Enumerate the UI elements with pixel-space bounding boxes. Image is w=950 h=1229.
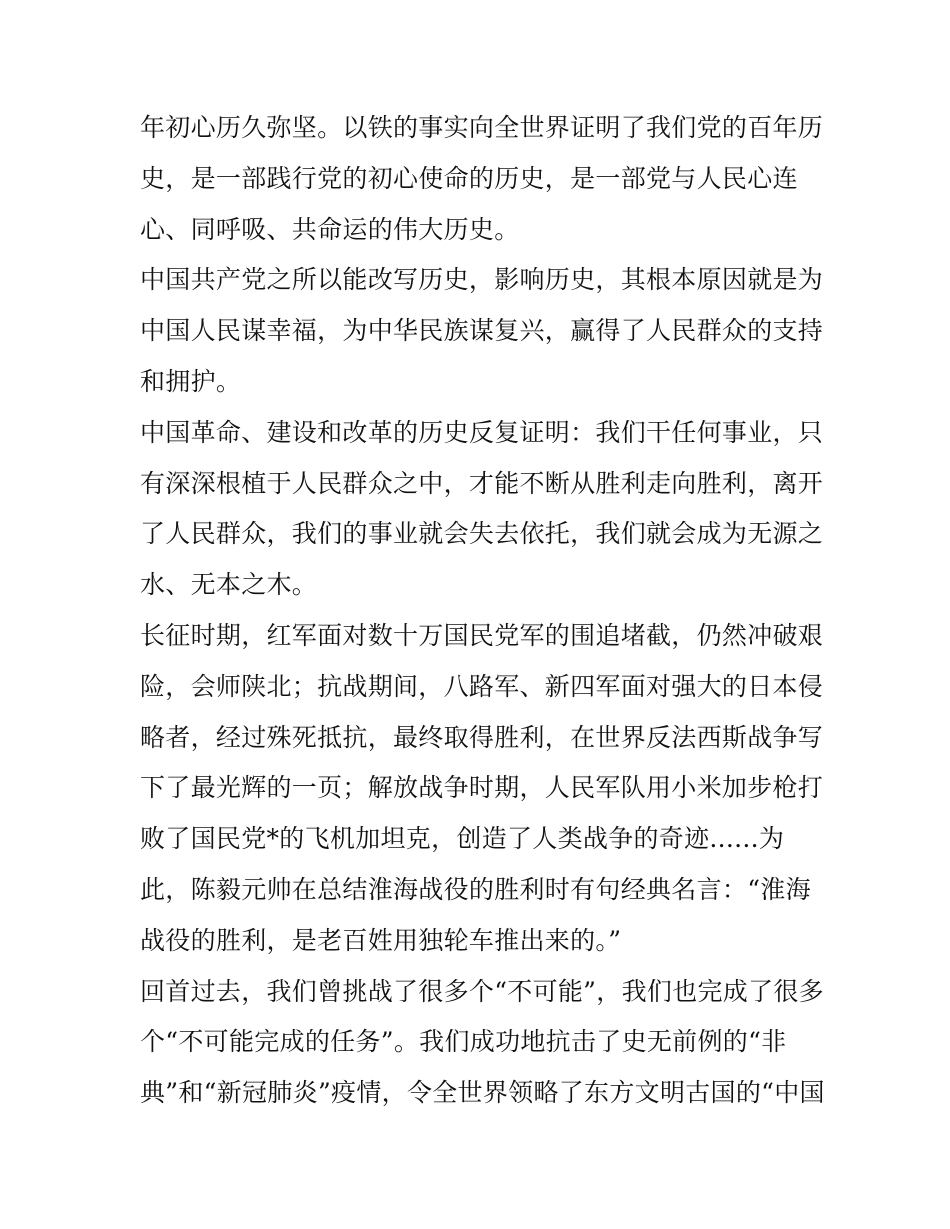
body-text xyxy=(140,103,830,1119)
text-line: 水、无本之木。 xyxy=(140,570,318,600)
text-line: 险，会师陕北；抗战期间，八路军、新四军面对强大的日本侵 xyxy=(140,671,824,701)
text-line: 心、同呼吸、共命运的伟大历史。 xyxy=(140,214,520,244)
text-line: 有深深根植于人民群众之中，才能不断从胜利走向胜利，离开 xyxy=(140,468,824,498)
text-line: 长征时期，红军面对数十万国民党军的围追堵截，仍然冲破艰 xyxy=(140,620,824,650)
text-line: 个“不可能完成的任务”。我们成功地抗击了史无前例的“非 xyxy=(140,1027,787,1057)
text-line: 败了国民党*的飞机加坦克，创造了人类战争的奇迹......为 xyxy=(140,824,785,854)
text-line: 下了最光辉的一页；解放战争时期，人民军队用小米加步枪打 xyxy=(140,773,824,803)
text-line: 典”和“新冠肺炎”疫情，令全世界领略了东方文明古国的“中国 xyxy=(140,1078,825,1108)
text-line: 史，是一部践行党的初心使命的历史，是一部党与人民心连 xyxy=(140,163,798,193)
text-line: 中国人民谋幸福，为中华民族谋复兴，赢得了人民群众的支持 xyxy=(140,316,824,346)
text-line: 和拥护。 xyxy=(140,366,242,396)
text-line: 年初心历久弥坚。以铁的事实向全世界证明了我们党的百年历 xyxy=(140,113,824,142)
text-line: 此，陈毅元帅在总结淮海战役的胜利时有句经典名言：“淮海 xyxy=(140,874,811,904)
text-line: 回首过去，我们曾挑战了很多个“不可能”，我们也完成了很多 xyxy=(140,976,824,1006)
text-line: 了人民群众，我们的事业就会失去依托，我们就会成为无源之 xyxy=(140,519,824,549)
text-line: 中国共产党之所以能改写历史，影响历史，其根本原因就是为 xyxy=(140,265,824,295)
text-line: 战役的胜利，是老百姓用独轮车推出来的。” xyxy=(140,925,622,955)
text-line: 略者，经过殊死抵抗，最终取得胜利，在世界反法西斯战争写 xyxy=(140,722,824,752)
text-line: 中国革命、建设和改革的历史反复证明：我们干任何事业，只 xyxy=(140,417,824,447)
